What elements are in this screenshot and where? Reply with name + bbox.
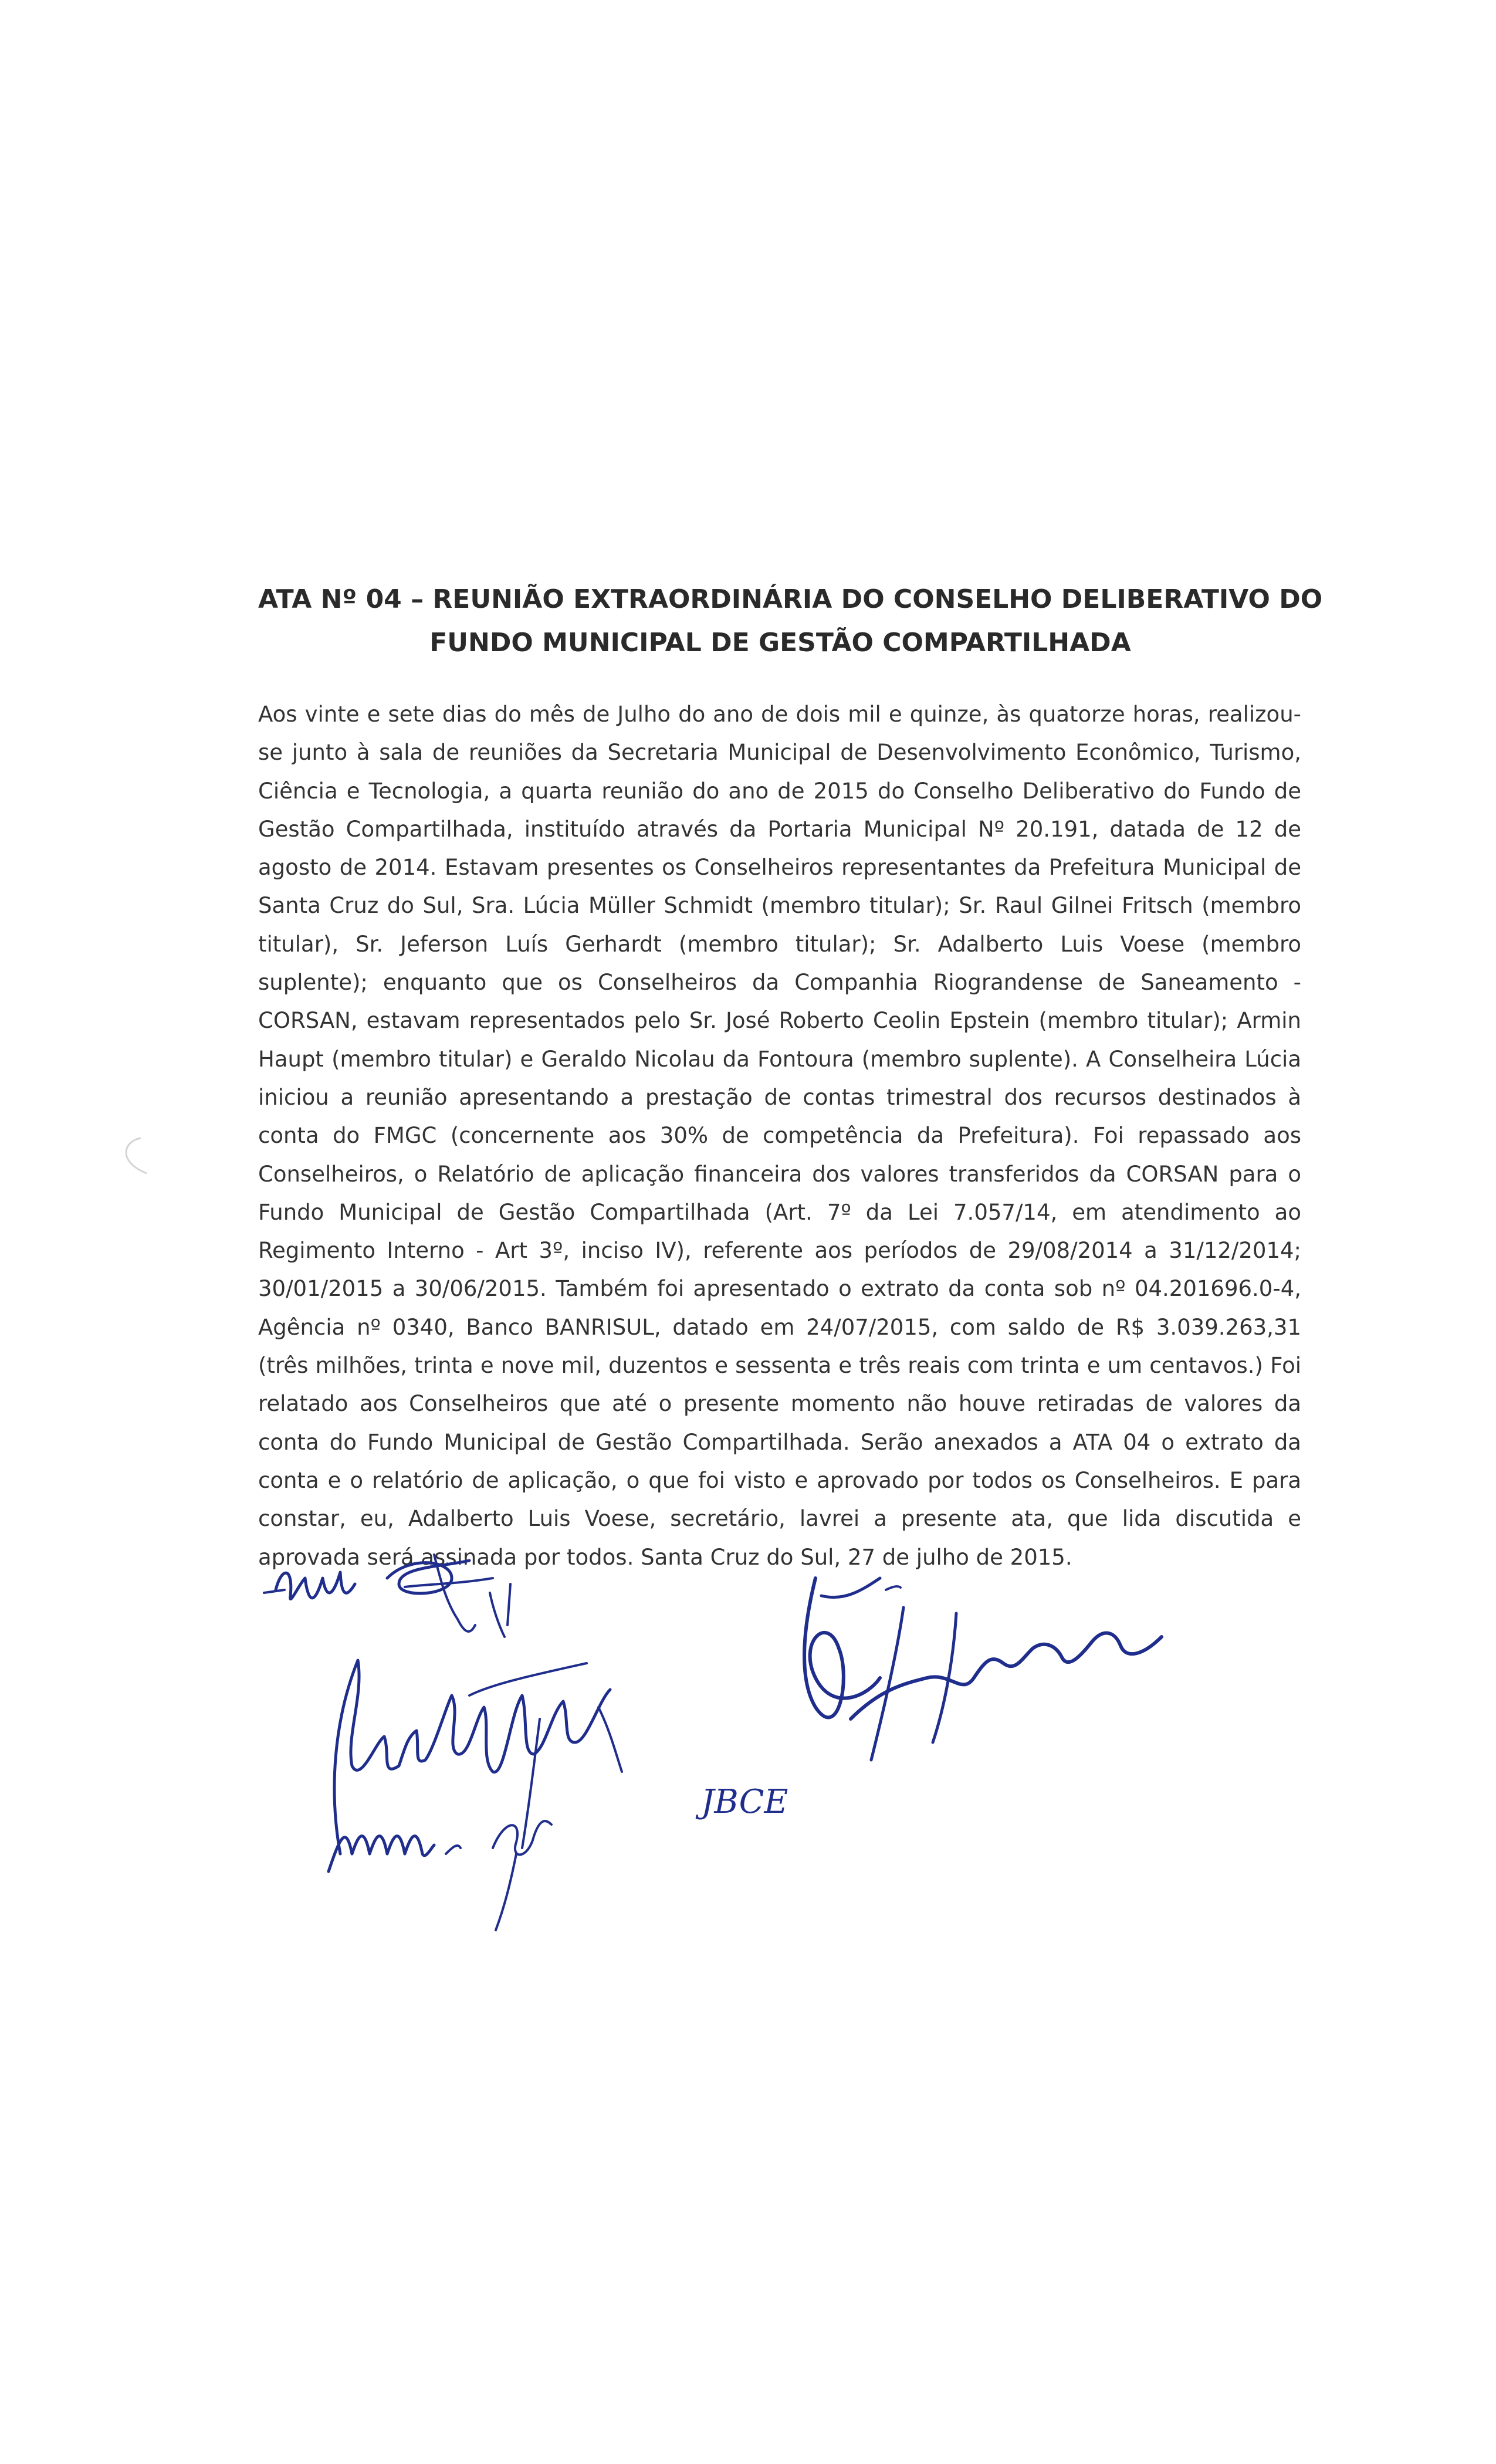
document-title xyxy=(258,578,1323,665)
signatures-area xyxy=(258,1543,1197,1965)
initials-mark: JBCE xyxy=(701,1783,788,1821)
title-line-2: FUNDO MUNICIPAL DE GESTÃO COMPARTILHADA xyxy=(429,628,1131,658)
handwritten-signatures xyxy=(258,1543,1197,1965)
scan-artifact xyxy=(94,1132,153,1179)
title-line-1: ATA Nº 04 – REUNIÃO EXTRAORDINÁRIA DO CONSELHO DELIBERATIVO DO xyxy=(258,584,1323,614)
minutes-body: Aos vinte e sete dias do mês de Julho do ano de dois mil e quinze, às quatorze horas, realizou-se junto à sala de reuniões da Secretaria Municipal de Desenvolvimento Econômico, Turismo, Ciência e Tecnologia, a quarta reunião do ano de 2015 do Conselho Deliberativo do Fundo de Gestão Compartilhada, instituído através da Portaria Municipal Nº 20.191, datada de 12 de agosto de 2014. Estavam presentes os Conselheiros representantes da Prefeitura Municipal de Santa Cruz do Sul, Sra. Lúcia Müller Schmidt (membro titular); Sr. Raul Gilnei Fritsch (membro titular), Sr. Jeferson Luís Gerhardt (membro titular); Sr. Adalberto Luis Voese (membro suplente); enquanto que os Conselheiros da Companhia Riograndense de Saneamento - CORSAN, estavam representados pelo Sr. José Roberto Ceolin Epstein (membro titular); Armin Haupt (membro titular) e Geraldo Nicolau da Fontoura (membro suplente). A Conselheira Lúcia iniciou a reunião apresentando a prestação de contas trimestral dos recursos destinados à conta do FMGC (concernente aos 30% de competência da Prefeitura). Foi repassado aos Conselheiros, o Relatório de aplicação financeira dos valores transferidos da CORSAN para o Fundo Municipal de Gestão Compartilhada (Art. 7º da Lei 7.057/14, em atendimento ao Regimento Interno - Art 3º, inciso IV), referente aos períodos de 29/08/2014 a 31/12/2014; 30/01/2015 a 30/06/2015. Também foi apresentado o extrato da conta sob nº 04.201696.0-4, Agência nº 0340, Banco BANRISUL, datado em 24/07/2015, com saldo de R$ 3.039.263,31 (três milhões, trinta e nove mil, duzentos e sessenta e três reais com trinta e um centavos.) Foi relatado aos Conselheiros que até o presente momento não houve retiradas de valores da conta do Fundo Municipal de Gestão Compartilhada. Serão anexados a ATA 04 o extrato da conta e o relatório de aplicação, o que foi visto e aprovado por todos os Conselheiros. E para constar, eu, Adalberto Luis Voese, secretário, lavrei a presente ata, que lida discutida e aprovada será assinada por todos. Santa Cruz do Sul, 27 de julho de 2015. xyxy=(258,702,1301,1570)
